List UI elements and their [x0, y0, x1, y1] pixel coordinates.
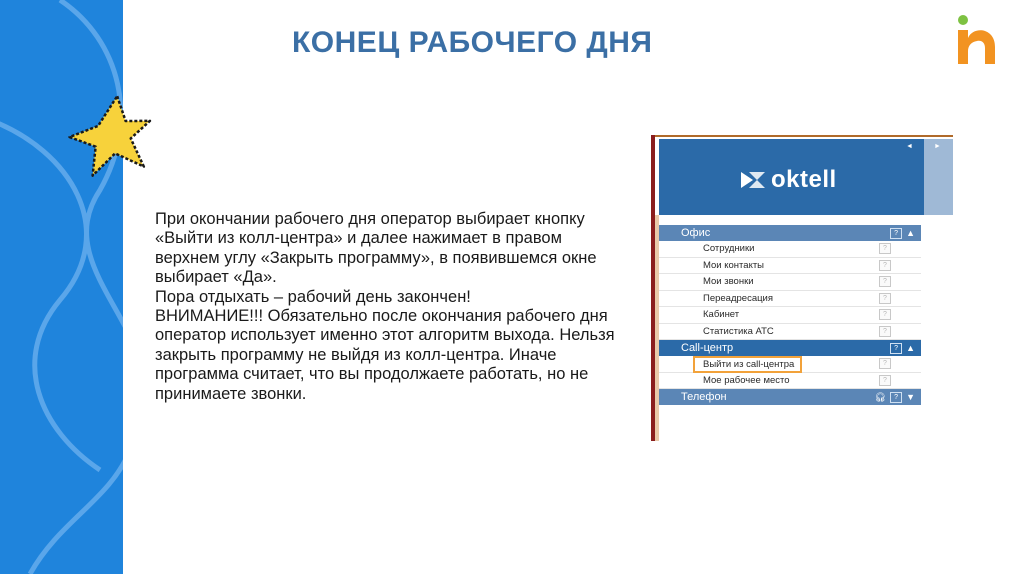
help-icon[interactable]: ?: [879, 243, 891, 254]
instruction-paragraph: При окончании рабочего дня оператор выбирает кнопку «Выйти из колл-центра» и далее нажимает в правом верхнем углу «Закрыть программу», в появившемся окне выбирает «Да».: [155, 210, 597, 287]
section-phone[interactable]: [659, 389, 921, 405]
help-icon[interactable]: ?: [879, 293, 891, 304]
company-logo-icon: [955, 14, 999, 66]
menu-item-contacts[interactable]: [659, 258, 921, 275]
collapse-up-icon[interactable]: ▲: [906, 343, 915, 353]
menu-item-forwarding[interactable]: [659, 291, 921, 308]
help-icon[interactable]: ?: [879, 276, 891, 287]
slide-title: КОНЕЦ РАБОЧЕГО ДНЯ: [292, 26, 653, 59]
star-icon: [66, 94, 154, 178]
oktell-mark-icon: [739, 170, 767, 190]
oktell-logo: [739, 167, 837, 193]
menu-item-pbx-stats[interactable]: [659, 324, 921, 341]
menu-item-cabinet[interactable]: [659, 307, 921, 324]
section-label: Телефон: [681, 391, 727, 403]
window-frame-top: [651, 135, 953, 137]
menu-item-label: Сотрудники: [703, 243, 755, 254]
collapse-left-icon[interactable]: ◄: [906, 143, 913, 150]
exit-call-center-button[interactable]: [659, 356, 921, 373]
collapse-up-icon[interactable]: ▲: [906, 228, 915, 238]
help-icon[interactable]: ?: [879, 375, 891, 386]
menu-item-label: Выйти из call-центра: [693, 356, 802, 373]
menu-item-label: Кабинет: [703, 309, 740, 320]
oktell-header: [659, 139, 924, 215]
section-office[interactable]: [659, 225, 921, 241]
oktell-brand-text: oktell: [771, 166, 837, 193]
headset-icon[interactable]: 🎧︎: [874, 392, 887, 402]
help-icon[interactable]: ?: [879, 309, 891, 320]
menu-item-label: Переадресация: [703, 292, 773, 304]
menu-item-label: Мои звонки: [703, 276, 754, 287]
help-icon[interactable]: ?: [890, 392, 902, 403]
section-label: Call-центр: [681, 342, 734, 354]
menu-item-employees[interactable]: [659, 241, 921, 258]
oktell-screenshot: [651, 135, 953, 441]
section-call-center[interactable]: [659, 340, 921, 356]
expand-right-icon[interactable]: ►: [934, 143, 941, 150]
expand-down-icon[interactable]: ▼: [906, 392, 915, 402]
decorative-swirl: [0, 0, 123, 574]
menu-item-label: Мое рабочее место: [703, 374, 790, 386]
oktell-menu: [659, 225, 921, 405]
menu-item-calls[interactable]: [659, 274, 921, 291]
help-icon[interactable]: ?: [879, 326, 891, 337]
instruction-paragraph: Пора отдыхать – рабочий день закончен!: [155, 287, 471, 306]
help-icon[interactable]: ?: [890, 343, 902, 354]
left-sidebar-band: [0, 0, 123, 574]
help-icon[interactable]: ?: [890, 228, 902, 239]
menu-item-workplace[interactable]: [659, 373, 921, 390]
section-label: Офис: [681, 227, 711, 239]
menu-item-label: Мои контакты: [703, 259, 765, 271]
instruction-text: [155, 210, 625, 404]
menu-item-label: Статистика АТС: [703, 325, 774, 337]
help-icon[interactable]: ?: [879, 260, 891, 271]
header-side-panel: [924, 139, 953, 215]
warning-paragraph: ВНИМАНИЕ!!! Обязательно после окончания рабочего дня оператор использует именно этот алгоритм выхода. Нельзя закрыть программу не выйдя из колл-центра. Иначе программа считает, что вы продолжаете работать, но не принимаете звонки.: [155, 307, 615, 403]
help-icon[interactable]: ?: [879, 358, 891, 369]
